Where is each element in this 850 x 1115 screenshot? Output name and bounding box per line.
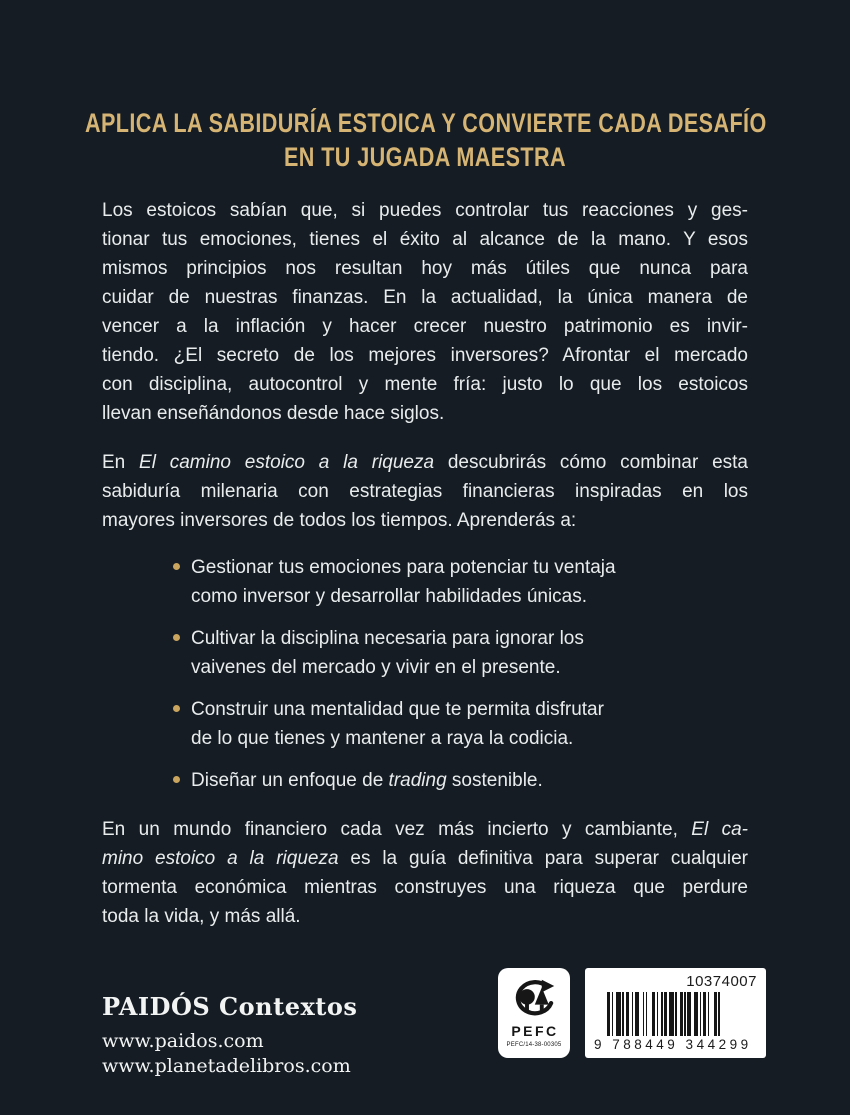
imprint-block <box>102 992 357 1079</box>
bullet-text <box>191 766 748 795</box>
text-line: como inversor y desarrollar habilidades únicas. <box>191 586 588 607</box>
intro-paragraph <box>102 196 748 428</box>
text-line: APLICA LA SABIDURÍA ESTOICA Y CONVIERTE CADA DESAFÍO <box>85 108 767 138</box>
publisher-website: www.paidos.com <box>102 1030 264 1052</box>
text-line: llevan enseñándonos desde hace siglos. <box>102 403 445 424</box>
body-content <box>102 196 748 931</box>
text-line: mino estoico a la riqueza es la guía definitiva para superar cualquier <box>102 848 748 869</box>
bullet-dot-icon <box>173 634 180 641</box>
text-line: Diseñar un enfoque de trading sostenible. <box>191 770 543 791</box>
pefc-certification-badge <box>498 968 570 1058</box>
pefc-label: PEFC <box>511 1022 559 1039</box>
text-line: tormenta económica mientras construyes una riqueza que perdure <box>102 877 748 898</box>
list-item <box>102 553 748 611</box>
text-line: En un mundo financiero cada vez más incierto y cambiante, El ca- <box>102 819 748 840</box>
list-item <box>102 624 748 682</box>
text-line: tiendo. ¿El secreto de los mejores inversores? Afrontar el mercado <box>102 345 748 366</box>
bullet-dot-icon <box>173 563 180 570</box>
text-line: mismos principios nos resultan hoy más útiles que nunca para <box>102 258 748 279</box>
text-line: Construir una mentalidad que te permita disfrutar <box>191 699 604 720</box>
bullet-dot-icon <box>173 776 180 783</box>
text-line: En El camino estoico a la riqueza descubrirás cómo combinar esta <box>102 452 748 473</box>
closing-paragraph <box>102 815 748 931</box>
barcode <box>585 968 766 1058</box>
text-line: EN TU JUGADA MAESTRA <box>283 142 566 172</box>
text-line: Gestionar tus emociones para potenciar tu ventaja <box>191 557 616 578</box>
learn-paragraph <box>102 448 748 535</box>
footer <box>102 968 766 1079</box>
list-item <box>102 766 748 795</box>
text-line: Cultivar la disciplina necesaria para ignorar los <box>191 628 584 649</box>
text-line: con disciplina, autocontrol y mente fría: justo lo que los estoicos <box>102 374 748 395</box>
text-line: vaivenes del mercado y vivir en el presente. <box>191 657 561 678</box>
bullet-text <box>191 695 748 753</box>
barcode-top-number: 10374007 <box>686 973 757 990</box>
text-line: vencer a la inflación y hacer crecer nuestro patrimonio es invir- <box>102 316 748 337</box>
text-line: Los estoicos sabían que, si puedes controlar tus reacciones y ges- <box>102 200 748 221</box>
headline <box>85 106 765 174</box>
text-line: sabiduría milenaria con estrategias financieras inspiradas en los <box>102 481 748 502</box>
imprint-name: PAIDÓS Contextos <box>102 992 358 1021</box>
bullet-text <box>191 553 748 611</box>
pefc-cert-code: PEFC/14-38-00305 <box>506 1041 562 1048</box>
bullet-dot-icon <box>173 705 180 712</box>
text-line: tionar tus emociones, tienes el éxito al alcance de la mano. Y esos <box>102 229 748 250</box>
barcode-isbn-digits: 9 788449 344299 <box>594 1037 752 1052</box>
text-line: cuidar de nuestras finanzas. En la actualidad, la única manera de <box>102 287 748 308</box>
list-item <box>102 695 748 753</box>
bullet-text <box>191 624 748 682</box>
pefc-trees-icon <box>509 979 559 1021</box>
badges <box>498 968 766 1058</box>
text-line: mayores inversores de todos los tiempos. Aprenderás a: <box>102 510 577 531</box>
bullet-list <box>102 553 748 795</box>
text-line: de lo que tienes y mantener a raya la codicia. <box>191 728 574 749</box>
barcode-bars-icon <box>607 992 755 1036</box>
text-line: toda la vida, y más allá. <box>102 906 301 927</box>
planetadelibros-website: www.planetadelibros.com <box>102 1055 351 1077</box>
